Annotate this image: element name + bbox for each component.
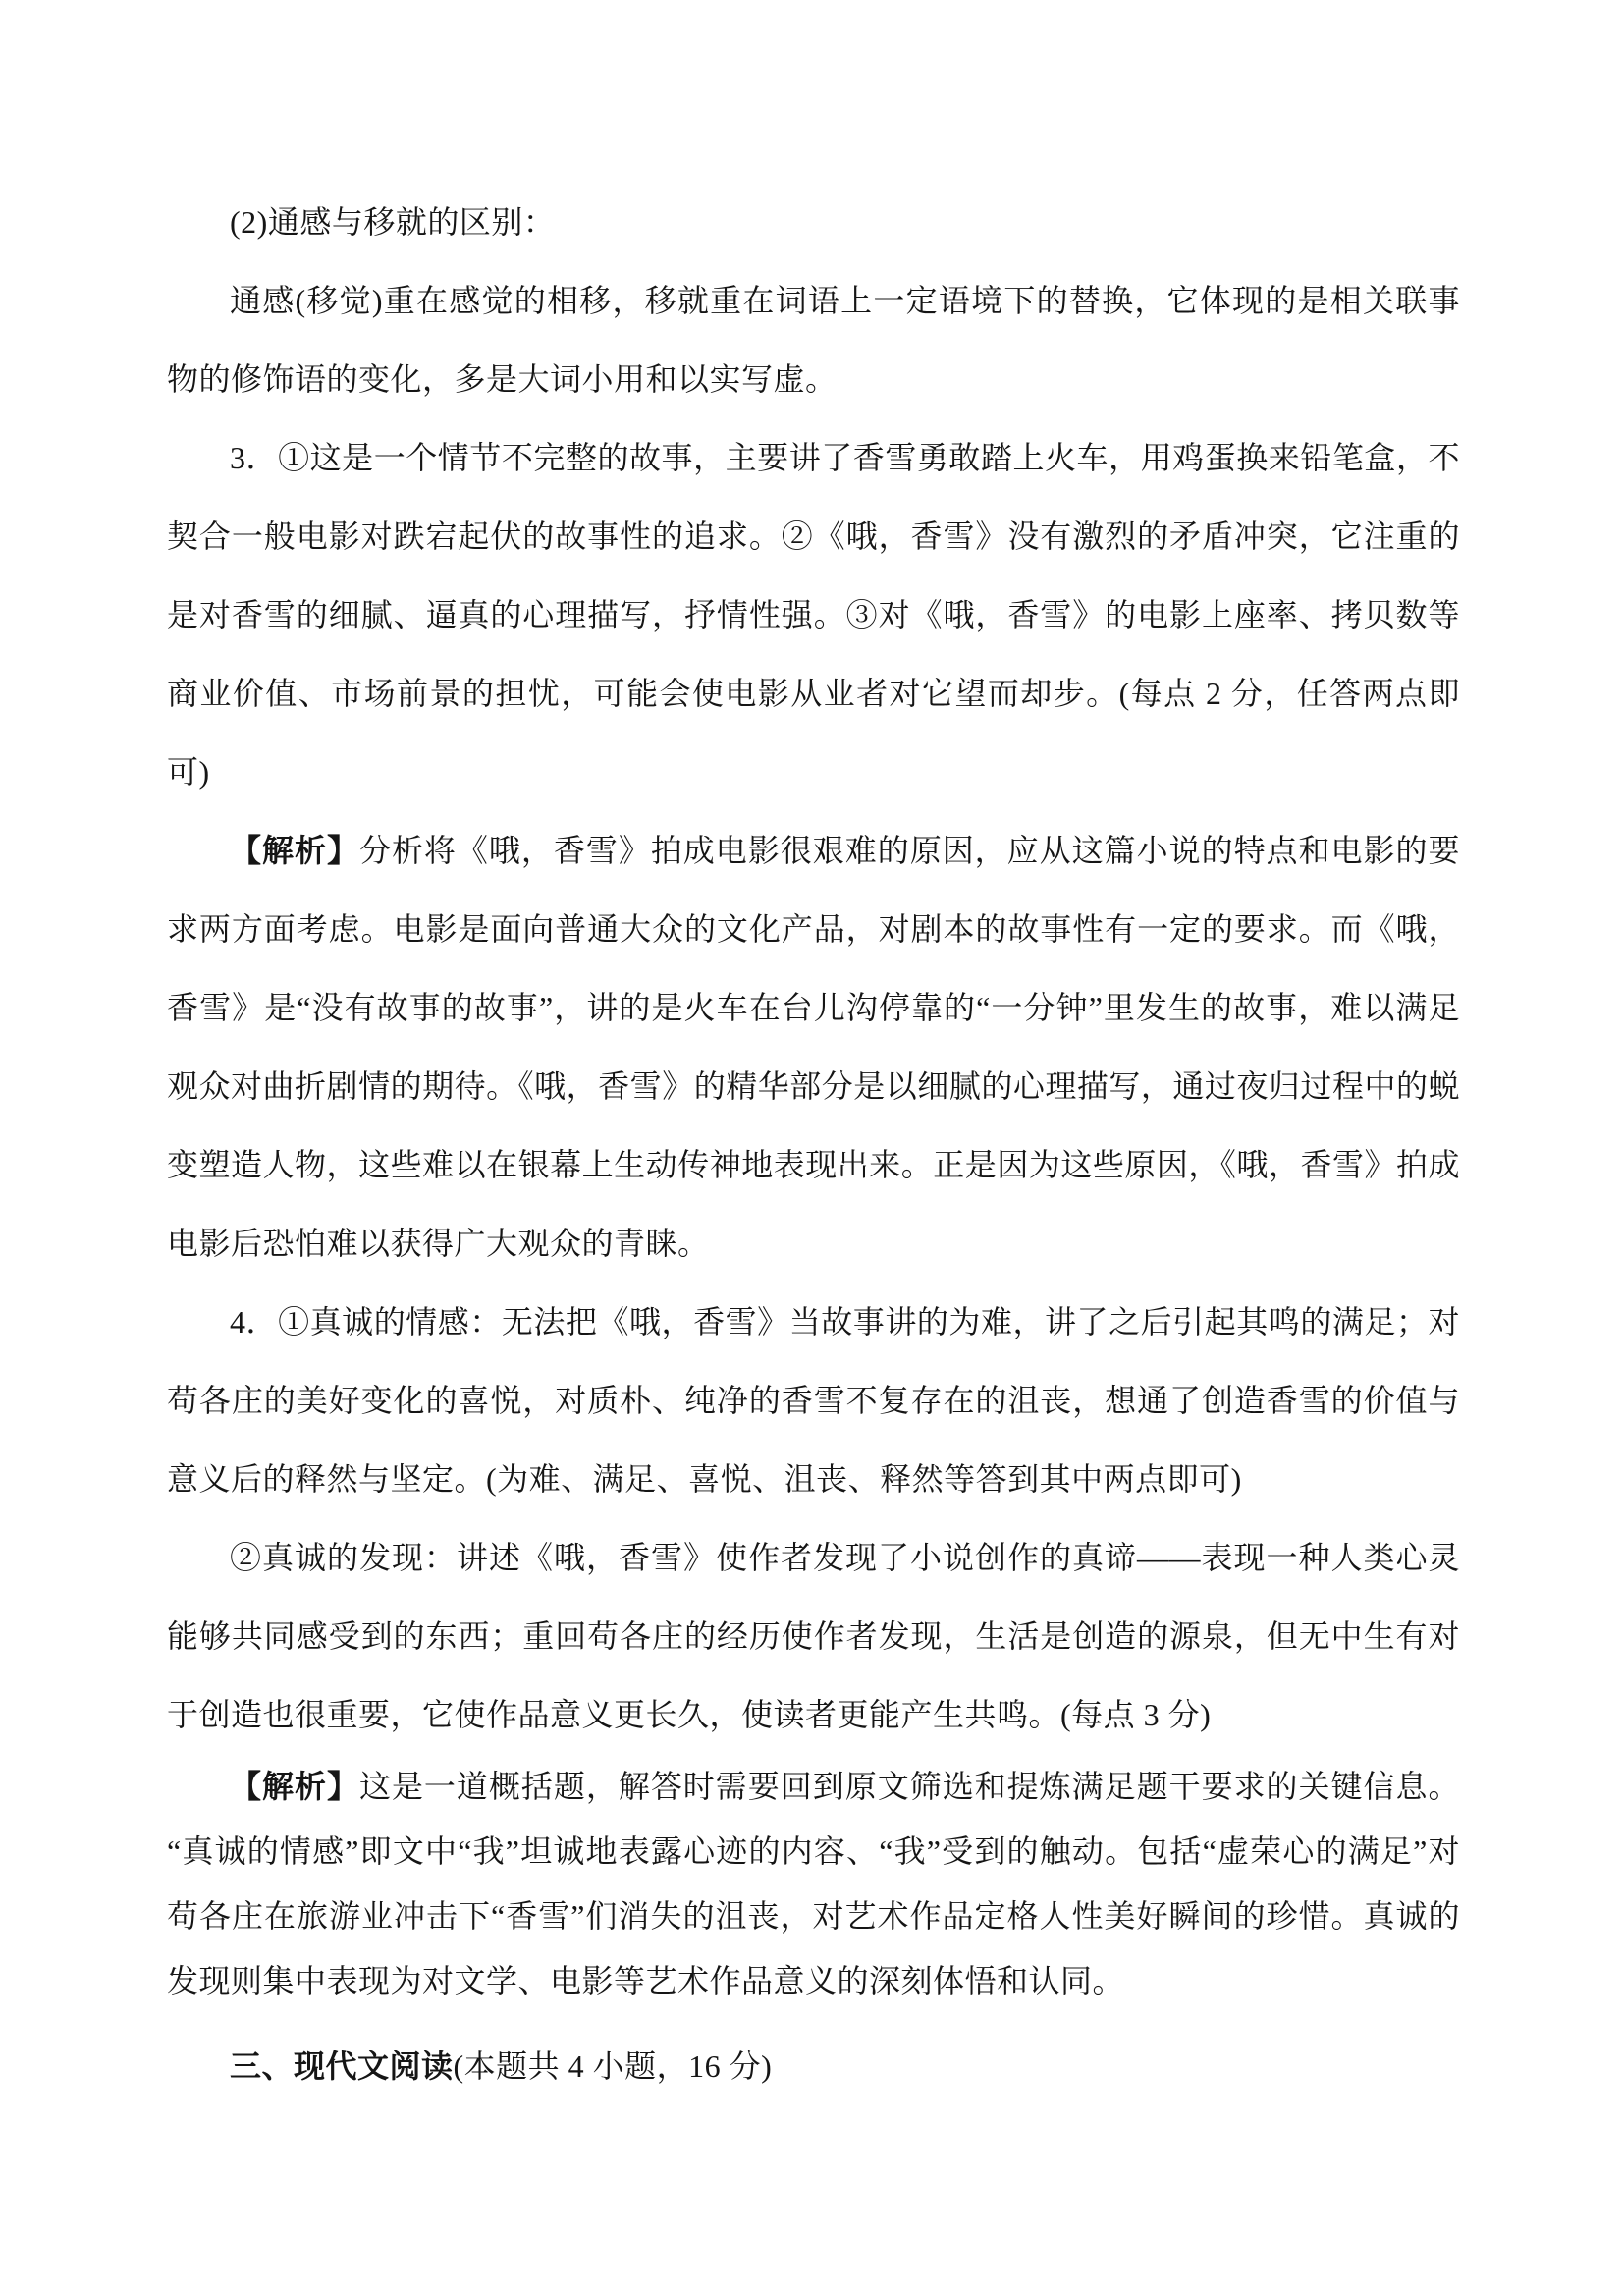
section-heading-note: (本题共 4 小题，16 分) (453, 2049, 773, 2084)
paragraph-tonggan-yijiu-label (167, 183, 1460, 261)
paragraph-analysis-4 (167, 1754, 1460, 2013)
section-heading-title: 三、现代文阅读 (230, 2049, 454, 2084)
paragraph-text: 这是一道概括题，解答时需要回到原文筛选和提炼满足题干要求的关键信息。“真诚的情感”即文中“我”坦诚地表露心迹的内容、“我”受到的触动。包括“虚荣心的满足”对苟各庄在旅游业冲击下“香雪”们消失的沮丧，对艺术作品定格人性美好瞬间的珍惜。真诚的发现则集中表现为对文学、电影等艺术作品意义的深刻体悟和认同。 (167, 1769, 1460, 1998)
paragraph-answer-4-point-2 (167, 1518, 1460, 1754)
paragraph-answer-4-point-1 (167, 1283, 1460, 1518)
analysis-label: 【解析】 (230, 1769, 359, 1804)
analysis-label: 【解析】 (230, 833, 359, 868)
paragraph-text: 分析将《哦，香雪》拍成电影很艰难的原因，应从这篇小说的特点和电影的要求两方面考虑。电影是面向普通大众的文化产品，对剧本的故事性有一定的要求。而《哦，香雪》是“没有故事的故事”，讲的是火车在台儿沟停靠的“一分钟”里发生的故事，难以满足观众对曲折剧情的期待。《哦，香雪》的精华部分是以细腻的心理描写，通过夜归过程中的蜕变塑造人物，这些难以在银幕上生动传神地表现出来。正是因为这些原因，《哦，香雪》拍成电影后恐怕难以获得广大观众的青睐。 (167, 833, 1460, 1261)
paragraph-text: 3．①这是一个情节不完整的故事，主要讲了香雪勇敢踏上火车，用鸡蛋换来铅笔盒，不契合一般电影对跌宕起伏的故事性的追求。②《哦，香雪》没有激烈的矛盾冲突，它注重的是对香雪的细腻、逼真的心理描写，抒情性强。③对《哦，香雪》的电影上座率、拷贝数等商业价值、市场前景的担忧，可能会使电影从业者对它望而却步。(每点 2 分，任答两点即可) (167, 440, 1460, 790)
section-heading-modern-reading (167, 2027, 1460, 2105)
paragraph-analysis-3 (167, 811, 1460, 1283)
paragraph-answer-3 (167, 418, 1460, 811)
paragraph-text: 通感(移觉)重在感觉的相移，移就重在词语上一定语境下的替换，它体现的是相关联事物的修饰语的变化，多是大词小用和以实写虚。 (167, 283, 1460, 397)
paragraph-text: 4．①真诚的情感：无法把《哦，香雪》当故事讲的为难，讲了之后引起其鸣的满足；对苟各庄的美好变化的喜悦，对质朴、纯净的香雪不复存在的沮丧，想通了创造香雪的价值与意义后的释然与坚定。(为难、满足、喜悦、沮丧、释然等答到其中两点即可) (167, 1304, 1460, 1497)
paragraph-text: ②真诚的发现：讲述《哦，香雪》使作者发现了小说创作的真谛——表现一种人类心灵能够共同感受到的东西；重回苟各庄的经历使作者发现，生活是创造的源泉，但无中生有对于创造也很重要，它使作品意义更长久，使读者更能产生共鸣。(每点 3 分) (167, 1540, 1460, 1732)
paragraph-text: (2)通感与移就的区别： (230, 204, 556, 240)
paragraph-tonggan-yijiu-explanation (167, 261, 1460, 418)
